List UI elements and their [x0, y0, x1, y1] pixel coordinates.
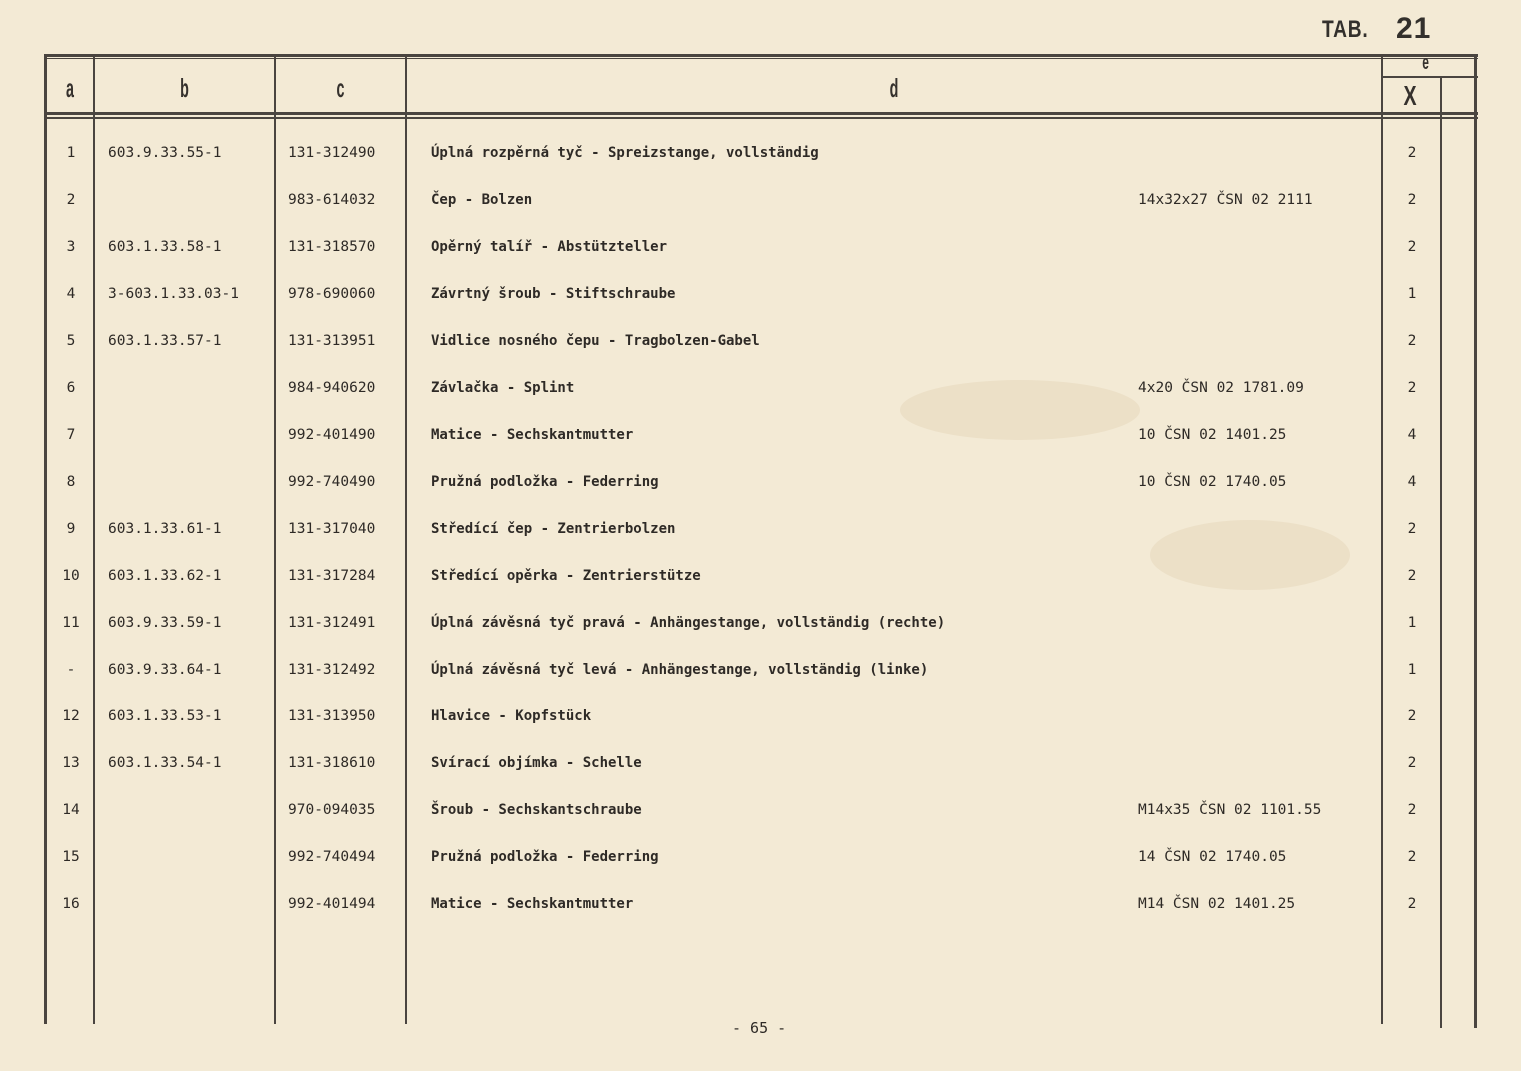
cell-standard: 4x20 ČSN 02 1781.09 [1138, 380, 1304, 396]
cell-position: 15 [62, 849, 80, 865]
e-column-split [1383, 76, 1478, 78]
column-header-c: c [336, 73, 345, 103]
cell-quantity: 2 [1407, 802, 1417, 818]
cell-quantity: 2 [1407, 239, 1417, 255]
table-number-label [1322, 12, 1432, 45]
column-header-a: a [66, 73, 74, 103]
cell-quantity: 2 [1407, 192, 1417, 208]
cell-position: - [66, 662, 76, 678]
cell-position: 2 [66, 192, 76, 208]
cell-part-number: 983-614032 [288, 192, 376, 208]
header-bottom-border [44, 112, 1478, 115]
cell-position: 6 [66, 380, 76, 396]
cell-quantity: 2 [1407, 849, 1417, 865]
cell-quantity: 2 [1407, 755, 1417, 771]
cell-quantity: 2 [1407, 568, 1417, 584]
cell-part-number: 984-940620 [288, 380, 376, 396]
cell-quantity: 4 [1407, 427, 1417, 443]
cell-description: Úplná rozpěrná tyč - Spreizstange, vollständig [431, 145, 819, 161]
cell-drawing-number: 603.1.33.57-1 [108, 333, 222, 349]
cell-quantity: 2 [1407, 521, 1417, 537]
cell-drawing-number: 603.9.33.59-1 [108, 615, 222, 631]
cell-description: Čep - Bolzen [431, 192, 533, 208]
cell-standard: M14x35 ČSN 02 1101.55 [1138, 802, 1322, 818]
cell-position: 14 [62, 802, 80, 818]
cell-drawing-number: 603.9.33.55-1 [108, 145, 222, 161]
cell-part-number: 131-317040 [288, 521, 376, 537]
column-header-e: e [1422, 52, 1429, 74]
cell-position: 8 [66, 474, 76, 490]
cell-part-number: 978-690060 [288, 286, 376, 302]
table-top-border [44, 54, 1478, 57]
paper-stain [900, 380, 1140, 440]
cell-position: 3 [66, 239, 76, 255]
cell-description: Pružná podložka - Federring [431, 849, 659, 865]
cell-part-number: 131-318570 [288, 239, 376, 255]
cell-position: 11 [62, 615, 80, 631]
cell-drawing-number: 603.1.33.62-1 [108, 568, 222, 584]
cell-part-number: 131-312490 [288, 145, 376, 161]
cell-position: 7 [66, 427, 76, 443]
column-header-d: d [889, 73, 899, 103]
col-d-e-divider [1381, 56, 1383, 1024]
cell-standard: 10 ČSN 02 1401.25 [1138, 427, 1287, 443]
cell-position: 4 [66, 286, 76, 302]
cell-part-number: 970-094035 [288, 802, 376, 818]
cell-description: Závrtný šroub - Stiftschraube [431, 286, 676, 302]
cell-position: 1 [66, 145, 76, 161]
cell-quantity: 4 [1407, 474, 1417, 490]
cell-description: Opěrný talíř - Abstützteller [431, 239, 668, 255]
cell-position: 12 [62, 708, 80, 724]
cell-part-number: 992-740494 [288, 849, 376, 865]
cell-drawing-number: 603.1.33.58-1 [108, 239, 222, 255]
cell-description: Matice - Sechskantmutter [431, 427, 634, 443]
cell-drawing-number: 603.1.33.54-1 [108, 755, 222, 771]
cell-part-number: 131-312491 [288, 615, 376, 631]
cell-description: Úplná závěsná tyč pravá - Anhängestange, vollständig (rechte) [431, 615, 946, 631]
cell-description: Závlačka - Splint [431, 380, 575, 396]
col-right-border [1474, 56, 1477, 1028]
cell-quantity: 1 [1407, 615, 1417, 631]
cell-standard: 10 ČSN 02 1740.05 [1138, 474, 1287, 490]
cell-part-number: 131-318610 [288, 755, 376, 771]
cell-quantity: 2 [1407, 896, 1417, 912]
cell-standard: 14 ČSN 02 1740.05 [1138, 849, 1287, 865]
cell-part-number: 992-740490 [288, 474, 376, 490]
cell-part-number: 131-313951 [288, 333, 376, 349]
cell-drawing-number: 603.1.33.53-1 [108, 708, 222, 724]
cell-standard: M14 ČSN 02 1401.25 [1138, 896, 1296, 912]
cell-quantity: 2 [1407, 380, 1417, 396]
cell-part-number: 131-313950 [288, 708, 376, 724]
cell-position: 5 [66, 333, 76, 349]
header-bottom-rule [44, 117, 1478, 119]
cell-description: Středící opěrka - Zentrierstütze [431, 568, 701, 584]
cell-quantity: 1 [1407, 286, 1417, 302]
column-header-b: b [180, 73, 189, 103]
cell-description: Svírací objímka - Schelle [431, 755, 642, 771]
cell-quantity: 2 [1407, 333, 1417, 349]
tab-word: TAB. [1322, 16, 1369, 43]
page-number: - 65 - [732, 1019, 787, 1037]
col-b-c-divider [274, 56, 276, 1024]
cell-position: 9 [66, 521, 76, 537]
cell-part-number: 131-312492 [288, 662, 376, 678]
cell-description: Úplná závěsná tyč levá - Anhängestange, vollständig (linke) [431, 662, 929, 678]
col-left-border [44, 56, 47, 1024]
cell-position: 16 [62, 896, 80, 912]
cell-description: Hlavice - Kopfstück [431, 708, 592, 724]
cell-standard: 14x32x27 ČSN 02 2111 [1138, 192, 1313, 208]
cell-part-number: 992-401494 [288, 896, 376, 912]
cell-part-number: 992-401490 [288, 427, 376, 443]
cell-description: Středící čep - Zentrierbolzen [431, 521, 676, 537]
cell-drawing-number: 603.9.33.64-1 [108, 662, 222, 678]
tab-number: 21 [1396, 12, 1432, 45]
cell-quantity: 1 [1407, 662, 1417, 678]
cell-description: Šroub - Sechskantschraube [431, 802, 642, 818]
paper-stain [1150, 520, 1350, 590]
header-rule-upper [44, 58, 1478, 59]
cell-part-number: 131-317284 [288, 568, 376, 584]
cell-description: Vidlice nosného čepu - Tragbolzen-Gabel [431, 333, 760, 349]
cell-drawing-number: 3-603.1.33.03-1 [108, 286, 239, 302]
col-e-subdivider [1440, 76, 1442, 1028]
column-header-x: X [1403, 80, 1417, 111]
cell-drawing-number: 603.1.33.61-1 [108, 521, 222, 537]
cell-description: Matice - Sechskantmutter [431, 896, 634, 912]
cell-position: 10 [62, 568, 80, 584]
col-c-d-divider [405, 56, 407, 1024]
cell-position: 13 [62, 755, 80, 771]
cell-quantity: 2 [1407, 145, 1417, 161]
cell-description: Pružná podložka - Federring [431, 474, 659, 490]
cell-quantity: 2 [1407, 708, 1417, 724]
